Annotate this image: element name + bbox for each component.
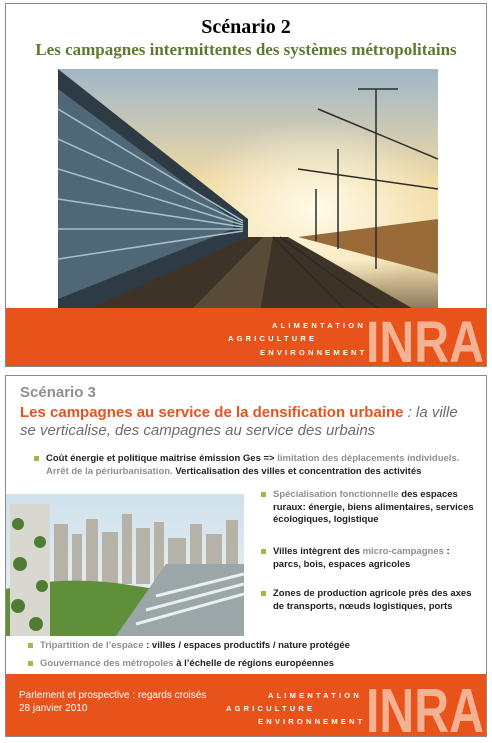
bullet-text-b: des espaces ruraux: énergie, biens alimentaires, services écologiques, logistique: [273, 489, 474, 525]
bullet-marker: [261, 492, 266, 497]
tagline-line-3: ENVIRONNEMENT: [260, 348, 368, 357]
bullet-text-a: Spécialisation fonctionnelle: [273, 489, 399, 500]
bullet-text-a: Coût énergie et politique maitrise émission Ges =>: [46, 453, 278, 464]
station-platform-photo: [58, 69, 438, 323]
slide-title: [20, 404, 475, 440]
footer-line-1: Parlement et prospective : regards croisés: [19, 690, 207, 701]
bullet-right-1: [273, 489, 478, 527]
svg-text:INRA: INRA: [366, 677, 484, 736]
bullet-marker: [34, 456, 39, 461]
bullet-text-b: à l’échelle de régions européennes: [173, 658, 335, 669]
slide-scenario-2: [5, 3, 487, 367]
bullet-marker: [261, 591, 266, 596]
inra-logo: [364, 674, 486, 736]
bullet-marker: [261, 549, 266, 554]
footer-caption: [19, 689, 206, 715]
bullet-top: [46, 453, 466, 478]
bullet-text-b: : villes / espaces productifs / nature protégée: [143, 640, 350, 651]
tagline-line-2: AGRICULTURE: [226, 704, 316, 713]
bullet-right-3: [273, 588, 478, 613]
title-main: Les campagnes au service de la densification urbaine: [20, 404, 404, 421]
bullet-text-a: Zones de production agricole près des axes de transports, nœuds logistiques, ports: [273, 588, 472, 612]
slide-scenario-3: [5, 375, 487, 737]
bullet-text-c: Verticalisation des villes et concentration des activités: [172, 465, 422, 477]
vertical-city-illustration: [6, 494, 244, 636]
bullet-bottom-2: [40, 658, 470, 671]
tagline-line-2: AGRICULTURE: [228, 334, 318, 343]
title-rest: : la ville se verticalise, des campagnes au service des urbains: [20, 404, 458, 439]
bullet-bottom-1: [40, 640, 470, 653]
inra-logo: [364, 308, 486, 366]
bullet-text-a: Villes intègrent des: [273, 546, 363, 557]
bullet-right-2: [273, 546, 478, 571]
slide-label: Scénario 3: [20, 384, 96, 401]
footer-band: [6, 308, 486, 366]
slide-subtitle: Les campagnes intermittentes des systèmes métropolitains: [35, 40, 457, 59]
tagline-line-1: ALIMENTATION: [268, 691, 362, 700]
svg-text:INRA: INRA: [366, 310, 484, 366]
bullet-text-b: micro-campagnes: [362, 546, 444, 557]
bullet-text-b: limitation des déplacements individuels. Arrêt de la périurbanisation.: [46, 453, 460, 477]
bullet-text-a: Gouvernance des métropoles: [40, 658, 174, 669]
footer-line-2: 28 janvier 2010: [19, 703, 88, 714]
bullet-marker: [28, 643, 33, 648]
bullet-text-c: : parcs, bois, espaces agricoles: [273, 546, 450, 570]
tagline-line-3: ENVIRONNEMENT: [258, 717, 366, 726]
bullet-marker: [28, 661, 33, 666]
bullet-text-a: Tripartition de l’espace: [40, 640, 144, 651]
slide-title: Scénario 2: [201, 16, 291, 38]
tagline-line-1: ALIMENTATION: [272, 321, 366, 330]
